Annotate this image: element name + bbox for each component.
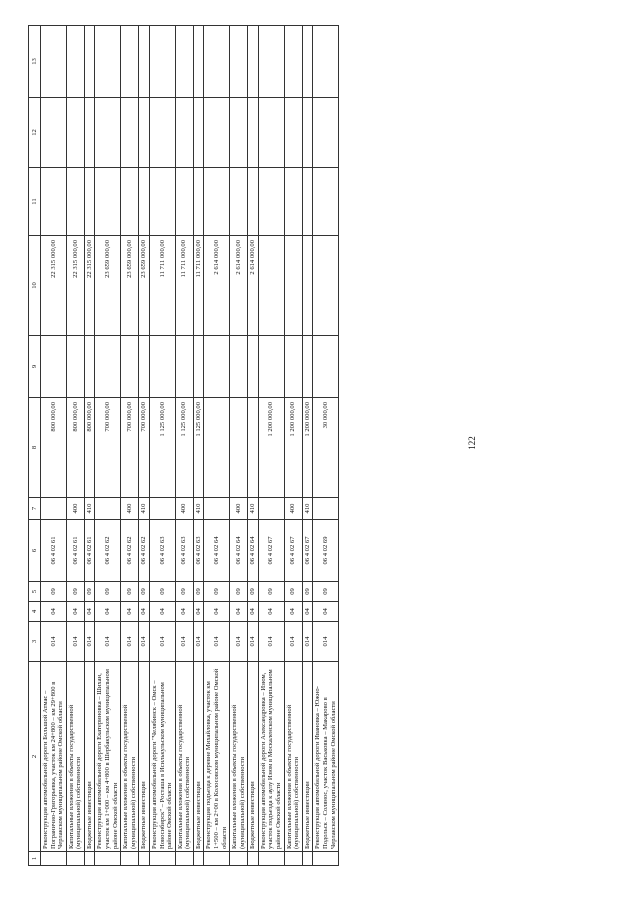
target-article-cell: 06 4 02 63 xyxy=(175,520,193,582)
amount-col8-cell: 700 000,00 xyxy=(121,398,139,498)
target-article-cell: 06 4 02 61 xyxy=(41,520,67,582)
item-name-cell: Бюджетные инвестиции xyxy=(193,662,204,852)
amount-col13-cell xyxy=(313,26,339,98)
amount-col8-cell: 700 000,00 xyxy=(95,398,121,498)
amount-col8-cell: 800 000,00 xyxy=(84,398,95,498)
table-row xyxy=(284,26,302,866)
amount-col11-cell xyxy=(84,168,95,236)
expense-type-cell: 410 xyxy=(84,498,95,520)
amount-col10-cell: 23 659 000,00 xyxy=(139,236,150,336)
section-cell: 04 xyxy=(95,602,121,622)
item-name-cell: Капитальные вложения в объекты государственной (муниципальной) собственности xyxy=(175,662,193,852)
subsection-cell: 09 xyxy=(41,582,67,602)
table-row xyxy=(175,26,193,866)
amount-col13-cell xyxy=(121,26,139,98)
column-header-1: 1 xyxy=(29,852,41,866)
ministry-code-cell: 014 xyxy=(313,622,339,662)
amount-col12-cell xyxy=(313,98,339,168)
amount-col10-cell: 11 711 000,00 xyxy=(175,236,193,336)
section-cell: 04 xyxy=(193,602,204,622)
item-name-cell: Капитальные вложения в объекты государственной (муниципальной) собственности xyxy=(230,662,248,852)
amount-col8-cell: 800 000,00 xyxy=(41,398,67,498)
ministry-code-cell: 014 xyxy=(41,622,67,662)
ministry-code-cell: 014 xyxy=(284,622,302,662)
amount-col9-cell xyxy=(204,336,230,398)
table-row xyxy=(41,26,67,866)
amount-col8-cell: 800 000,00 xyxy=(66,398,84,498)
amount-col12-cell xyxy=(95,98,121,168)
amount-col9-cell xyxy=(149,336,175,398)
target-article-cell: 06 4 02 61 xyxy=(66,520,84,582)
amount-col8-cell xyxy=(230,398,248,498)
amount-col11-cell xyxy=(258,168,284,236)
amount-col11-cell xyxy=(139,168,150,236)
expense-type-cell xyxy=(313,498,339,520)
section-cell: 04 xyxy=(66,602,84,622)
table-row xyxy=(230,26,248,866)
amount-col13-cell xyxy=(204,26,230,98)
column-header-3: 3 xyxy=(29,622,41,662)
amount-col8-cell: 1 125 000,00 xyxy=(175,398,193,498)
item-name-cell: Капитальные вложения в объекты государственной (муниципальной) собственности xyxy=(284,662,302,852)
amount-col13-cell xyxy=(230,26,248,98)
subsection-cell: 09 xyxy=(95,582,121,602)
table-row xyxy=(193,26,204,866)
table-row xyxy=(66,26,84,866)
amount-col13-cell xyxy=(66,26,84,98)
expense-type-cell: 400 xyxy=(175,498,193,520)
expense-type-cell xyxy=(204,498,230,520)
page-number: 122 xyxy=(466,436,477,450)
amount-col10-cell: 22 315 000,00 xyxy=(41,236,67,336)
row-index-cell xyxy=(121,852,139,866)
expense-type-cell: 400 xyxy=(66,498,84,520)
amount-col11-cell xyxy=(248,168,259,236)
amount-col8-cell: 1 200 000,00 xyxy=(302,398,313,498)
row-index-cell xyxy=(258,852,284,866)
item-name-cell: Бюджетные инвестиции xyxy=(248,662,259,852)
item-name-cell: Реконструкция автомобильной дороги Большой Атмас – Пограничио-Григорьевка, участок км 24+800 – км 29+800 в Черлакском муниципальном районе Омской области xyxy=(41,662,67,852)
amount-col13-cell xyxy=(139,26,150,98)
amount-col12-cell xyxy=(284,98,302,168)
amount-col9-cell xyxy=(121,336,139,398)
amount-col13-cell xyxy=(248,26,259,98)
amount-col9-cell xyxy=(139,336,150,398)
amount-col9-cell xyxy=(66,336,84,398)
amount-col9-cell xyxy=(258,336,284,398)
amount-col12-cell xyxy=(139,98,150,168)
table-row xyxy=(84,26,95,866)
section-cell: 04 xyxy=(175,602,193,622)
subsection-cell: 09 xyxy=(66,582,84,602)
amount-col10-cell: 11 711 000,00 xyxy=(149,236,175,336)
amount-col10-cell: 23 659 000,00 xyxy=(95,236,121,336)
row-index-cell xyxy=(175,852,193,866)
column-header-9: 9 xyxy=(29,336,41,398)
section-cell: 04 xyxy=(149,602,175,622)
row-index-cell xyxy=(41,852,67,866)
ministry-code-cell: 014 xyxy=(204,622,230,662)
subsection-cell: 09 xyxy=(258,582,284,602)
subsection-cell: 09 xyxy=(193,582,204,602)
amount-col10-cell: 2 614 000,00 xyxy=(204,236,230,336)
column-header-11: 11 xyxy=(29,168,41,236)
column-header-13: 13 xyxy=(29,26,41,98)
section-cell: 04 xyxy=(41,602,67,622)
amount-col9-cell xyxy=(284,336,302,398)
table-row xyxy=(302,26,313,866)
column-header-7: 7 xyxy=(29,498,41,520)
target-article-cell: 06 4 02 67 xyxy=(284,520,302,582)
section-cell: 04 xyxy=(204,602,230,622)
amount-col13-cell xyxy=(149,26,175,98)
amount-col9-cell xyxy=(84,336,95,398)
row-index-cell xyxy=(84,852,95,866)
subsection-cell: 09 xyxy=(139,582,150,602)
amount-col10-cell: 23 659 000,00 xyxy=(121,236,139,336)
amount-col8-cell: 30 000,00 xyxy=(313,398,339,498)
amount-col11-cell xyxy=(175,168,193,236)
section-cell: 04 xyxy=(139,602,150,622)
amount-col8-cell: 1 125 000,00 xyxy=(149,398,175,498)
expense-type-cell: 410 xyxy=(248,498,259,520)
amount-col9-cell xyxy=(175,336,193,398)
row-index-cell xyxy=(284,852,302,866)
amount-col8-cell: 700 000,00 xyxy=(139,398,150,498)
amount-col12-cell xyxy=(258,98,284,168)
expense-type-cell: 400 xyxy=(284,498,302,520)
subsection-cell: 09 xyxy=(284,582,302,602)
amount-col8-cell: 1 125 000,00 xyxy=(193,398,204,498)
amount-col9-cell xyxy=(193,336,204,398)
item-name-cell: Бюджетные инвестиции xyxy=(302,662,313,852)
amount-col12-cell xyxy=(193,98,204,168)
item-name-cell: Реконструкция автомобильной дороги Александровка – Изюм, участок подъезда к аулу Изюм в Москаленском муниципальном районе Омской области xyxy=(258,662,284,852)
expense-type-cell: 410 xyxy=(193,498,204,520)
section-cell: 04 xyxy=(258,602,284,622)
item-name-cell: Капитальные вложения в объекты государственной (муниципальной) собственности xyxy=(121,662,139,852)
item-name-cell: Реконструкция автомобильной дороги "Челябинск – Омск – Новосибирск" – Росташа в Исилькульском муниципальном районе Омской области xyxy=(149,662,175,852)
table-body xyxy=(41,26,339,866)
amount-col12-cell xyxy=(302,98,313,168)
subsection-cell: 09 xyxy=(149,582,175,602)
column-header-4: 4 xyxy=(29,602,41,622)
amount-col12-cell xyxy=(84,98,95,168)
amount-col9-cell xyxy=(95,336,121,398)
row-index-cell xyxy=(204,852,230,866)
amount-col12-cell xyxy=(204,98,230,168)
row-index-cell xyxy=(139,852,150,866)
budget-table xyxy=(28,25,339,866)
table-row xyxy=(121,26,139,866)
amount-col13-cell xyxy=(41,26,67,98)
amount-col10-cell: 11 711 000,00 xyxy=(193,236,204,336)
subsection-cell: 09 xyxy=(121,582,139,602)
amount-col11-cell xyxy=(284,168,302,236)
item-name-cell: Реконструкция подъезда к деревне Михайловка, участок км 1+500 – км 2+00 в Колосовском муниципальном районе Омской области xyxy=(204,662,230,852)
column-header-8: 8 xyxy=(29,398,41,498)
amount-col12-cell xyxy=(149,98,175,168)
amount-col13-cell xyxy=(284,26,302,98)
target-article-cell: 06 4 02 64 xyxy=(230,520,248,582)
amount-col10-cell xyxy=(258,236,284,336)
table-row xyxy=(204,26,230,866)
subsection-cell: 09 xyxy=(313,582,339,602)
column-header-10: 10 xyxy=(29,236,41,336)
item-name-cell: Капитальные вложения в объекты государственной (муниципальной) собственности xyxy=(66,662,84,852)
amount-col11-cell xyxy=(302,168,313,236)
amount-col11-cell xyxy=(41,168,67,236)
subsection-cell: 09 xyxy=(302,582,313,602)
section-cell: 04 xyxy=(284,602,302,622)
amount-col11-cell xyxy=(95,168,121,236)
item-name-cell: Бюджетные инвестиции xyxy=(139,662,150,852)
amount-col11-cell xyxy=(121,168,139,236)
row-index-cell xyxy=(302,852,313,866)
amount-col9-cell xyxy=(41,336,67,398)
amount-col10-cell: 22 315 000,00 xyxy=(84,236,95,336)
row-index-cell xyxy=(193,852,204,866)
expense-type-cell: 400 xyxy=(121,498,139,520)
amount-col11-cell xyxy=(193,168,204,236)
amount-col12-cell xyxy=(230,98,248,168)
amount-col13-cell xyxy=(84,26,95,98)
column-header-5: 5 xyxy=(29,582,41,602)
row-index-cell xyxy=(149,852,175,866)
amount-col11-cell xyxy=(149,168,175,236)
ministry-code-cell: 014 xyxy=(258,622,284,662)
ministry-code-cell: 014 xyxy=(121,622,139,662)
amount-col10-cell xyxy=(284,236,302,336)
item-name-cell: Бюджетные инвестиции xyxy=(84,662,95,852)
expense-type-cell xyxy=(149,498,175,520)
target-article-cell: 06 4 02 61 xyxy=(84,520,95,582)
table-row xyxy=(248,26,259,866)
amount-col13-cell xyxy=(302,26,313,98)
expense-type-cell: 410 xyxy=(139,498,150,520)
row-index-cell xyxy=(248,852,259,866)
table-row xyxy=(313,26,339,866)
section-cell: 04 xyxy=(84,602,95,622)
target-article-cell: 06 4 02 62 xyxy=(95,520,121,582)
table-row xyxy=(139,26,150,866)
amount-col8-cell: 1 200 000,00 xyxy=(284,398,302,498)
target-article-cell: 06 4 02 67 xyxy=(302,520,313,582)
expense-type-cell xyxy=(258,498,284,520)
amount-col10-cell: 22 315 000,00 xyxy=(66,236,84,336)
amount-col10-cell xyxy=(313,236,339,336)
budget-table-container xyxy=(28,26,603,866)
target-article-cell: 06 4 02 62 xyxy=(121,520,139,582)
expense-type-cell xyxy=(95,498,121,520)
expense-type-cell: 400 xyxy=(230,498,248,520)
amount-col12-cell xyxy=(248,98,259,168)
amount-col8-cell: 1 200 000,00 xyxy=(258,398,284,498)
amount-col8-cell xyxy=(248,398,259,498)
amount-col8-cell xyxy=(204,398,230,498)
amount-col9-cell xyxy=(313,336,339,398)
amount-col13-cell xyxy=(193,26,204,98)
section-cell: 04 xyxy=(248,602,259,622)
ministry-code-cell: 014 xyxy=(66,622,84,662)
ministry-code-cell: 014 xyxy=(302,622,313,662)
amount-col11-cell xyxy=(313,168,339,236)
table-row xyxy=(95,26,121,866)
column-header-2: 2 xyxy=(29,662,41,852)
table-row xyxy=(258,26,284,866)
column-header-6: 6 xyxy=(29,520,41,582)
amount-col11-cell xyxy=(66,168,84,236)
target-article-cell: 06 4 02 63 xyxy=(149,520,175,582)
row-index-cell xyxy=(66,852,84,866)
subsection-cell: 09 xyxy=(248,582,259,602)
amount-col9-cell xyxy=(248,336,259,398)
amount-col13-cell xyxy=(175,26,193,98)
subsection-cell: 09 xyxy=(204,582,230,602)
ministry-code-cell: 014 xyxy=(139,622,150,662)
amount-col13-cell xyxy=(258,26,284,98)
amount-col10-cell: 2 614 000,00 xyxy=(248,236,259,336)
row-index-cell xyxy=(313,852,339,866)
item-name-cell: Реконструкция автомобильной дороги Ивановка – Южно-Подольск – Солянос, участок Васьковка – Макарово в Черлакском муниципальном районе Омской области xyxy=(313,662,339,852)
ministry-code-cell: 014 xyxy=(175,622,193,662)
target-article-cell: 06 4 02 64 xyxy=(204,520,230,582)
ministry-code-cell: 014 xyxy=(248,622,259,662)
amount-col11-cell xyxy=(204,168,230,236)
amount-col12-cell xyxy=(41,98,67,168)
section-cell: 04 xyxy=(313,602,339,622)
row-index-cell xyxy=(95,852,121,866)
amount-col12-cell xyxy=(121,98,139,168)
target-article-cell: 06 4 02 67 xyxy=(258,520,284,582)
amount-col12-cell xyxy=(175,98,193,168)
amount-col9-cell xyxy=(230,336,248,398)
target-article-cell: 06 4 02 64 xyxy=(248,520,259,582)
column-number-row xyxy=(29,26,41,866)
amount-col12-cell xyxy=(66,98,84,168)
expense-type-cell: 410 xyxy=(302,498,313,520)
ministry-code-cell: 014 xyxy=(193,622,204,662)
item-name-cell: Реконструкция автомобильной дороги Екатериновка – Шихан, участок км 1+000 – км 4+800 в Шербакульском муниципальном районе Омской области xyxy=(95,662,121,852)
target-article-cell: 06 4 02 69 xyxy=(313,520,339,582)
target-article-cell: 06 4 02 62 xyxy=(139,520,150,582)
subsection-cell: 09 xyxy=(230,582,248,602)
section-cell: 04 xyxy=(230,602,248,622)
section-cell: 04 xyxy=(302,602,313,622)
amount-col13-cell xyxy=(95,26,121,98)
amount-col10-cell: 2 614 000,00 xyxy=(230,236,248,336)
target-article-cell: 06 4 02 63 xyxy=(193,520,204,582)
subsection-cell: 09 xyxy=(84,582,95,602)
ministry-code-cell: 014 xyxy=(95,622,121,662)
column-header-12: 12 xyxy=(29,98,41,168)
amount-col9-cell xyxy=(302,336,313,398)
ministry-code-cell: 014 xyxy=(149,622,175,662)
ministry-code-cell: 014 xyxy=(230,622,248,662)
row-index-cell xyxy=(230,852,248,866)
section-cell: 04 xyxy=(121,602,139,622)
amount-col11-cell xyxy=(230,168,248,236)
table-row xyxy=(149,26,175,866)
amount-col10-cell xyxy=(302,236,313,336)
subsection-cell: 09 xyxy=(175,582,193,602)
expense-type-cell xyxy=(41,498,67,520)
ministry-code-cell: 014 xyxy=(84,622,95,662)
